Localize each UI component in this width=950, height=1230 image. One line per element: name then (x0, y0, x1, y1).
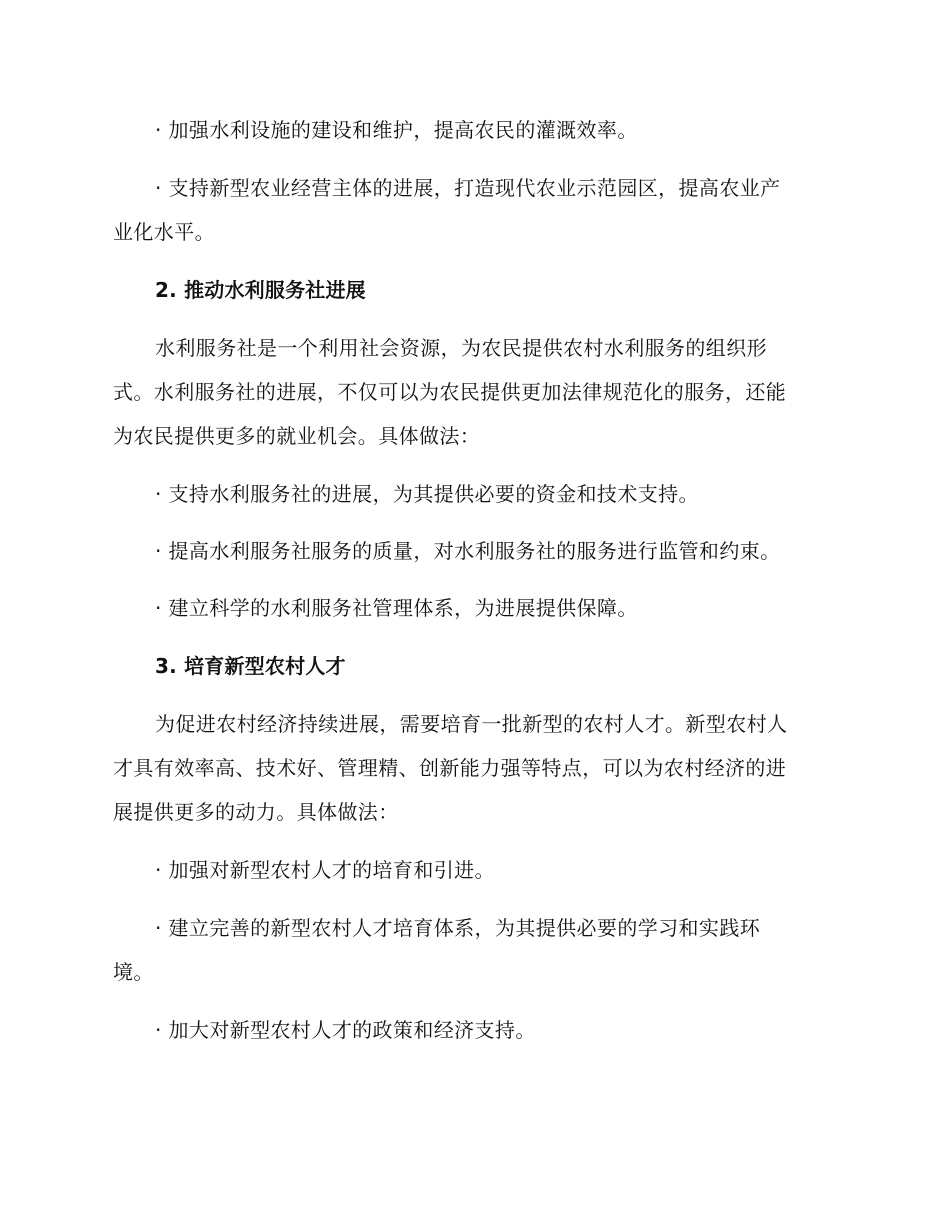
section-3-bullet-2-cont: 境。 (113, 960, 154, 984)
section-3-bullet-2: · 建立完善的新型农村人才培育体系，为其提供必要的学习和实践环 (155, 916, 761, 940)
section-2-paragraph-line-3: 为农民提供更多的就业机会。具体做法： (113, 424, 481, 448)
section-3-paragraph-line-1: 为促进农村经济持续进展，需要培育一批新型的农村人才。新型农村人 (155, 712, 788, 736)
bullet-irrigation: · 加强水利设施的建设和维护，提高农民的灌溉效率。 (155, 118, 638, 142)
section-3-paragraph-line-3: 展提供更多的动力。具体做法： (113, 800, 399, 824)
section-2-paragraph-line-2: 式。水利服务社的进展，不仅可以为农民提供更加法律规范化的服务，还能 (113, 380, 787, 404)
bullet-agri-parks-cont: 业化水平。 (113, 220, 215, 244)
section-3-bullet-3: · 加大对新型农村人才的政策和经济支持。 (155, 1018, 536, 1042)
section-3-heading: 3. 培育新型农村人才 (155, 654, 346, 678)
section-2-paragraph-line-1: 水利服务社是一个利用社会资源，为农民提供农村水利服务的组织形 (155, 336, 767, 360)
section-2-bullet-2: · 提高水利服务社服务的质量，对水利服务社的服务进行监管和约束。 (155, 539, 781, 563)
section-3-bullet-1: · 加强对新型农村人才的培育和引进。 (155, 858, 495, 882)
section-2-heading: 2. 推动水利服务社进展 (155, 278, 366, 302)
section-3-paragraph-line-2: 才具有效率高、技术好、管理精、创新能力强等特点，可以为农村经济的进 (113, 756, 787, 780)
section-2-bullet-3: · 建立科学的水利服务社管理体系，为进展提供保障。 (155, 596, 638, 620)
section-2-bullet-1: · 支持水利服务社的进展，为其提供必要的资金和技术支持。 (155, 482, 699, 506)
bullet-agri-parks: · 支持新型农业经营主体的进展，打造现代农业示范园区，提高农业产 (155, 176, 781, 200)
